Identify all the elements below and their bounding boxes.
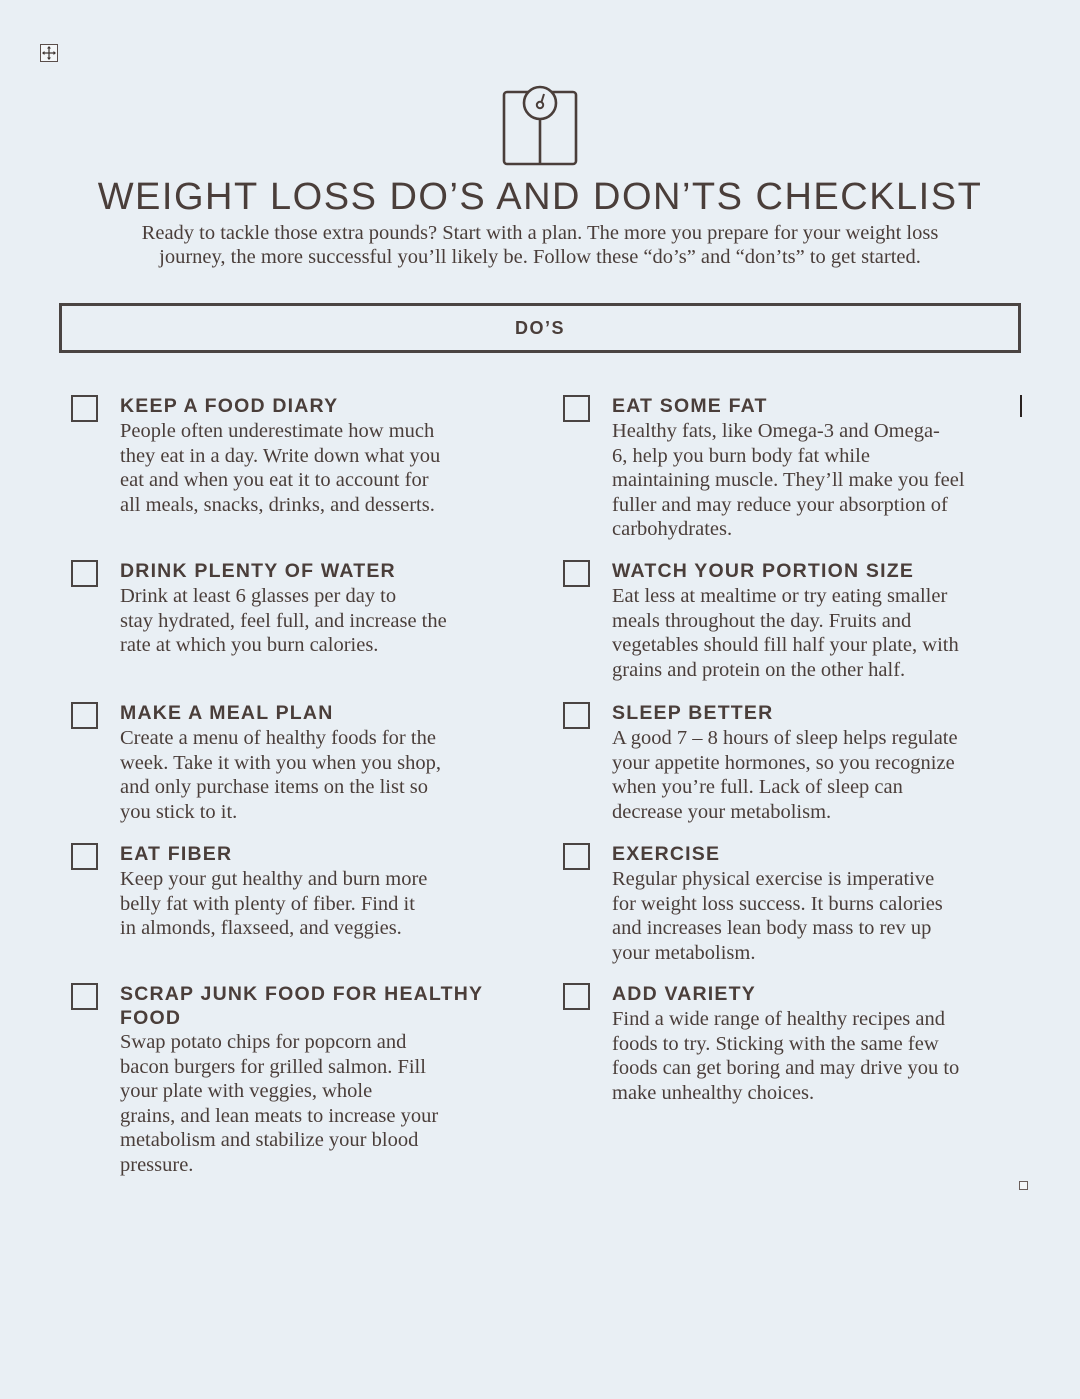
text-cursor (1020, 395, 1022, 417)
desc-line: grains and protein on the other half. (612, 658, 906, 681)
desc-line: decrease your metabolism. (612, 800, 832, 823)
desc-line: metabolism and stabilize your blood (120, 1129, 419, 1151)
checkbox[interactable] (71, 702, 98, 729)
desc-line: foods to try. Sticking with the same few (612, 1032, 939, 1055)
intro-text (80, 221, 1000, 269)
checkbox[interactable] (71, 983, 98, 1010)
item-description (612, 419, 965, 542)
desc-line: Drink at least 6 glasses per day to (120, 585, 397, 607)
title-line: SCRAP JUNK FOOD FOR HEALTHY (120, 983, 484, 1005)
checkbox[interactable] (71, 395, 98, 422)
desc-line: and only purchase items on the list so (120, 776, 429, 798)
desc-line: they eat in a day. Write down what you (120, 444, 441, 467)
desc-line: belly fat with plenty of fiber. Find it (120, 892, 415, 915)
checkbox[interactable] (71, 843, 98, 870)
item-description (612, 584, 959, 682)
checkbox[interactable] (563, 843, 590, 870)
title-line: FOOD (120, 1007, 182, 1029)
desc-line: Keep your gut healthy and burn more (120, 868, 428, 890)
item-title: SLEEP BETTER (612, 702, 774, 724)
item-description (120, 1030, 438, 1177)
desc-line: stay hydrated, feel full, and increase the (120, 609, 447, 632)
desc-line: for weight loss success. It burns calories (612, 892, 943, 915)
desc-line: Find a wide range of healthy recipes and (612, 1008, 946, 1030)
desc-line: Swap potato chips for popcorn and (120, 1031, 407, 1053)
desc-line: meals throughout the day. Fruits and (612, 609, 912, 632)
desc-line: People often underestimate how much (120, 420, 435, 442)
item-description (612, 867, 943, 965)
item-title: KEEP A FOOD DIARY (120, 395, 339, 417)
desc-line: 6, help you burn body fat while (612, 444, 870, 467)
item-title: WATCH YOUR PORTION SIZE (612, 560, 915, 582)
item-title: EXERCISE (612, 843, 721, 865)
section-label: DO’S (514, 317, 565, 338)
desc-line: foods can get boring and may drive you to (612, 1057, 960, 1079)
desc-line: Healthy fats, like Omega-3 and Omega- (612, 420, 940, 442)
desc-line: carbohydrates. (612, 518, 733, 540)
checkbox[interactable] (563, 560, 590, 587)
checkbox[interactable] (563, 702, 590, 729)
desc-line: bacon burgers for grilled salmon. Fill (120, 1055, 426, 1078)
item-description (120, 584, 447, 658)
desc-line: pressure. (120, 1153, 194, 1176)
item-description (612, 726, 958, 824)
desc-line: Regular physical exercise is imperative (612, 868, 935, 890)
table-resize-handle[interactable] (1019, 1181, 1028, 1190)
move-arrows-icon (41, 45, 57, 61)
item-description (120, 867, 427, 941)
desc-line: your appetite hormones, so you recognize (612, 751, 955, 774)
desc-line: make unhealthy choices. (612, 1081, 815, 1104)
item-title: ADD VARIETY (612, 983, 756, 1005)
page-title: WEIGHT LOSS DO’S AND DON’TS CHECKLIST (97, 176, 983, 218)
desc-line: fuller and may reduce your absorption of (612, 493, 948, 516)
desc-line: grains, and lean meats to increase your (120, 1104, 439, 1127)
desc-line: and increases lean body mass to rev up (612, 917, 932, 939)
desc-line: when you’re full. Lack of sleep can (612, 776, 903, 798)
desc-line: your metabolism. (612, 941, 756, 964)
desc-line: you stick to it. (120, 800, 238, 823)
item-description (120, 726, 441, 824)
item-description (612, 1007, 959, 1105)
desc-line: Eat less at mealtime or try eating smaller (612, 585, 948, 607)
item-title: MAKE A MEAL PLAN (120, 702, 334, 724)
desc-line: rate at which you burn calories. (120, 634, 379, 656)
item-title: EAT SOME FAT (612, 395, 768, 417)
item-title: DRINK PLENTY OF WATER (120, 560, 396, 582)
desc-line: maintaining muscle. They’ll make you feel (612, 469, 965, 491)
desc-line: Create a menu of healthy foods for the (120, 727, 436, 749)
item-description (120, 419, 440, 517)
desc-line: A good 7 – 8 hours of sleep helps regulate (612, 727, 958, 749)
item-title: EAT FIBER (120, 843, 233, 865)
desc-line: all meals, snacks, drinks, and desserts. (120, 493, 435, 516)
checkbox[interactable] (71, 560, 98, 587)
desc-line: week. Take it with you when you shop, (120, 751, 442, 774)
intro-line: Ready to tackle those extra pounds? Start with a plan. The more you prepare for your weight loss (141, 222, 939, 244)
desc-line: vegetables should fill half your plate, with (612, 634, 959, 656)
checkbox[interactable] (563, 983, 590, 1010)
checkbox[interactable] (563, 395, 590, 422)
dos-section-header (59, 303, 1021, 353)
desc-line: eat and when you eat it to account for (120, 469, 429, 491)
scale-icon (500, 84, 580, 168)
desc-line: in almonds, flaxseed, and veggies. (120, 917, 402, 939)
item-title (120, 982, 483, 1030)
desc-line: your plate with veggies, whole (120, 1080, 373, 1102)
table-move-handle[interactable] (40, 44, 58, 62)
intro-line: journey, the more successful you’ll likely be. Follow these “do’s” and “don’ts” to get started. (159, 246, 921, 268)
